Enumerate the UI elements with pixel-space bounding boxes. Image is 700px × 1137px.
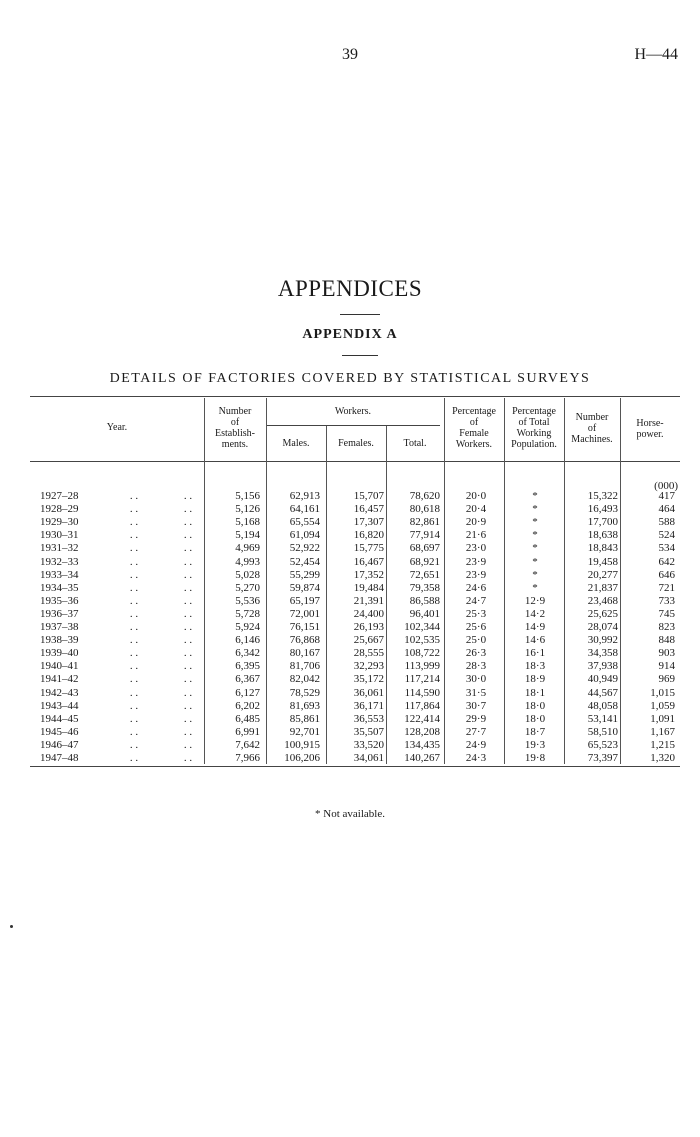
cell-horsepower: 721 [658, 581, 675, 594]
cell-pct-total: * [532, 529, 538, 542]
title-rule [340, 314, 380, 315]
cell-horsepower: 1,059 [650, 699, 675, 712]
cell-females: 16,820 [353, 529, 384, 542]
cell-males: 72,001 [289, 607, 320, 620]
table-row [30, 621, 680, 634]
cell-females: 15,775 [353, 542, 384, 555]
cell-machines: 73,397 [587, 752, 618, 764]
cell-machines: 19,458 [587, 555, 618, 568]
cell-total: 128,208 [404, 725, 440, 738]
cell-est: 5,924 [235, 621, 260, 633]
leader-dots: . . [129, 634, 139, 647]
cell-horsepower: 1,015 [650, 686, 675, 699]
cell-total: 68,697 [409, 542, 440, 555]
cell-total: 72,651 [409, 568, 440, 581]
leader-dots: . . [183, 542, 193, 555]
header-line: Percentage [452, 406, 496, 417]
cell-pct-female: 25·0 [465, 634, 487, 647]
cell-males: 52,922 [289, 542, 320, 555]
header-line: ments. [221, 439, 249, 450]
table-row [30, 687, 680, 700]
leader-dots: . . [183, 634, 193, 647]
cell-est: 6,395 [235, 660, 260, 673]
cell-est: 5,168 [235, 516, 260, 529]
cell-year: 1943–44 [40, 699, 79, 712]
cell-total: 122,414 [404, 712, 440, 725]
cell-est: 7,966 [235, 752, 260, 764]
leader-dots: . . [183, 594, 193, 607]
table-row [30, 673, 680, 686]
workers-rule [266, 425, 440, 426]
cell-pct-female: 31·5 [465, 686, 487, 699]
page-header [0, 46, 700, 66]
cell-machines: 17,700 [587, 516, 618, 529]
table-row [30, 608, 680, 621]
cell-est: 5,270 [235, 581, 260, 594]
header-horsepower [620, 418, 680, 440]
cell-total: 82,861 [409, 516, 440, 529]
cell-year: 1946–47 [40, 738, 79, 751]
cell-est: 6,202 [235, 699, 260, 712]
leader-dots: . . [129, 516, 139, 529]
table-bottom-rule [30, 766, 680, 767]
appendix-subtitle: APPENDIX A [302, 327, 398, 342]
header-females: Females. [338, 438, 374, 449]
cell-year: 1941–42 [40, 673, 79, 686]
cell-year: 1937–38 [40, 621, 79, 633]
cell-females: 17,352 [353, 568, 384, 581]
cell-horsepower: 524 [658, 529, 675, 542]
leader-dots: . . [129, 712, 139, 725]
header-establishments [206, 406, 264, 450]
leader-dots: . . [183, 725, 193, 738]
factories-table [30, 396, 680, 776]
cell-est: 6,127 [235, 686, 260, 699]
cell-pct-total: * [532, 542, 538, 555]
cell-est: 5,536 [235, 594, 260, 607]
header-machines [564, 412, 620, 445]
cell-horsepower: 848 [658, 634, 675, 647]
cell-females: 32,293 [353, 660, 384, 673]
leader-dots: . . [129, 503, 139, 516]
header-line: Working [516, 428, 552, 439]
cell-pct-female: 30·7 [465, 699, 487, 712]
leader-dots: . . [183, 607, 193, 620]
header-line: of [587, 423, 597, 434]
cell-total: 102,535 [404, 634, 440, 647]
cell-females: 16,467 [353, 555, 384, 568]
cell-pct-total: * [532, 516, 538, 529]
cell-year: 1945–46 [40, 725, 79, 738]
cell-males: 64,161 [289, 503, 320, 516]
cell-machines: 40,949 [587, 673, 618, 686]
cell-horsepower: 914 [658, 660, 675, 673]
leader-dots: . . [183, 752, 193, 764]
cell-est: 5,728 [235, 607, 260, 620]
table-row [30, 516, 680, 529]
leader-dots: . . [183, 568, 193, 581]
cell-pct-female: 29·9 [465, 712, 487, 725]
cell-males: 62,913 [289, 490, 320, 502]
cell-horsepower: 642 [658, 555, 675, 568]
cell-pct-total: 16·1 [524, 647, 546, 660]
table-row [30, 556, 680, 569]
leader-dots: . . [129, 581, 139, 594]
cell-pct-female: 24·6 [465, 581, 487, 594]
cell-pct-total: 12·9 [524, 594, 546, 607]
header-males: Males. [282, 438, 310, 449]
page-number: 39 [342, 46, 358, 63]
cell-year: 1938–39 [40, 634, 79, 647]
leader-dots: . . [183, 673, 193, 686]
leader-dots: . . [129, 490, 139, 502]
cell-females: 35,507 [353, 725, 384, 738]
table-row [30, 713, 680, 726]
cell-pct-female: 25·3 [465, 607, 487, 620]
cell-year: 1929–30 [40, 516, 79, 529]
cell-machines: 23,468 [587, 594, 618, 607]
cell-pct-total: * [532, 568, 538, 581]
cell-est: 6,485 [235, 712, 260, 725]
leader-dots: . . [183, 555, 193, 568]
cell-pct-female: 21·6 [465, 529, 487, 542]
leader-dots: . . [129, 673, 139, 686]
cell-machines: 37,938 [587, 660, 618, 673]
cell-females: 26,193 [353, 621, 384, 633]
header-line: Workers. [455, 439, 493, 450]
cell-machines: 20,277 [587, 568, 618, 581]
cell-pct-total: 14·6 [524, 634, 546, 647]
cell-females: 21,391 [353, 594, 384, 607]
leader-dots: . . [183, 503, 193, 516]
cell-year: 1944–45 [40, 712, 79, 725]
cell-machines: 58,510 [587, 725, 618, 738]
table-row [30, 529, 680, 542]
cell-est: 4,969 [235, 542, 260, 555]
cell-males: 59,874 [289, 581, 320, 594]
table-row [30, 752, 680, 765]
leader-dots: . . [129, 542, 139, 555]
cell-machines: 25,625 [587, 607, 618, 620]
cell-pct-female: 23·0 [465, 542, 487, 555]
cell-females: 33,520 [353, 738, 384, 751]
header-line: Population. [511, 439, 557, 450]
cell-pct-female: 28·3 [465, 660, 487, 673]
cell-horsepower: 417 [658, 490, 675, 502]
cell-horsepower: 733 [658, 594, 675, 607]
table-row [30, 542, 680, 555]
cell-year: 1940–41 [40, 660, 79, 673]
cell-horsepower: 1,167 [650, 725, 675, 738]
table-row [30, 739, 680, 752]
cell-total: 77,914 [409, 529, 440, 542]
cell-females: 16,457 [353, 503, 384, 516]
cell-females: 36,171 [353, 699, 384, 712]
cell-females: 36,061 [353, 686, 384, 699]
cell-total: 79,358 [409, 581, 440, 594]
header-line: Percentage [512, 406, 556, 417]
cell-horsepower: 534 [658, 542, 675, 555]
header-line: of Total [518, 417, 550, 428]
cell-pct-total: 18·9 [524, 673, 546, 686]
table-row [30, 660, 680, 673]
cell-machines: 16,493 [587, 503, 618, 516]
header-line: Horse- [636, 418, 664, 429]
cell-total: 96,401 [409, 607, 440, 620]
cell-pct-female: 25·6 [465, 621, 487, 633]
table-top-rule [30, 396, 680, 397]
cell-pct-total: 18·0 [524, 699, 546, 712]
cell-est: 5,156 [235, 490, 260, 502]
table-row [30, 726, 680, 739]
leader-dots: . . [129, 725, 139, 738]
cell-pct-female: 24·3 [465, 752, 487, 764]
cell-total: 78,620 [409, 490, 440, 502]
cell-horsepower: 823 [658, 621, 675, 633]
leader-dots: . . [183, 581, 193, 594]
cell-year: 1934–35 [40, 581, 79, 594]
cell-total: 140,267 [404, 752, 440, 764]
cell-machines: 18,638 [587, 529, 618, 542]
table-row [30, 490, 680, 503]
leader-dots: . . [129, 647, 139, 660]
stray-mark [10, 925, 13, 928]
cell-est: 4,993 [235, 555, 260, 568]
header-line: power. [636, 429, 664, 440]
cell-year: 1930–31 [40, 529, 79, 542]
header-total: Total. [403, 438, 427, 449]
leader-dots: . . [129, 568, 139, 581]
cell-males: 78,529 [289, 686, 320, 699]
cell-males: 65,554 [289, 516, 320, 529]
cell-males: 76,151 [289, 621, 320, 633]
table-title: DETAILS OF FACTORIES COVERED BY STATISTICAL SURVEYS [109, 371, 591, 386]
cell-males: 52,454 [289, 555, 320, 568]
cell-machines: 44,567 [587, 686, 618, 699]
cell-males: 82,042 [289, 673, 320, 686]
cell-pct-total: * [532, 555, 538, 568]
cell-males: 81,693 [289, 699, 320, 712]
cell-horsepower: 1,091 [650, 712, 675, 725]
cell-total: 86,588 [409, 594, 440, 607]
cell-year: 1931–32 [40, 542, 79, 555]
leader-dots: . . [129, 686, 139, 699]
cell-females: 24,400 [353, 607, 384, 620]
cell-pct-total: * [532, 490, 538, 502]
cell-pct-female: 20·9 [465, 516, 487, 529]
cell-males: 55,299 [289, 568, 320, 581]
cell-machines: 28,074 [587, 621, 618, 633]
cell-pct-total: 18·7 [524, 725, 546, 738]
cell-males: 81,706 [289, 660, 320, 673]
subtitle-rule [342, 355, 378, 356]
cell-total: 102,344 [404, 621, 440, 633]
cell-total: 114,590 [404, 686, 440, 699]
cell-machines: 34,358 [587, 647, 618, 660]
cell-females: 36,553 [353, 712, 384, 725]
cell-machines: 65,523 [587, 738, 618, 751]
cell-year: 1933–34 [40, 568, 79, 581]
cell-pct-total: 14·2 [524, 607, 546, 620]
cell-total: 117,214 [404, 673, 440, 686]
leader-dots: . . [183, 738, 193, 751]
cell-males: 92,701 [289, 725, 320, 738]
cell-pct-total: * [532, 581, 538, 594]
cell-horsepower: 745 [658, 607, 675, 620]
header-line: Number [575, 412, 609, 423]
cell-year: 1947–48 [40, 752, 79, 764]
cell-est: 6,991 [235, 725, 260, 738]
leader-dots: . . [129, 699, 139, 712]
leader-dots: . . [183, 699, 193, 712]
cell-est: 6,146 [235, 634, 260, 647]
header-line: Establish- [215, 428, 255, 439]
leader-dots: . . [183, 660, 193, 673]
cell-est: 7,642 [235, 738, 260, 751]
cell-pct-female: 23·9 [465, 555, 487, 568]
cell-pct-female: 20·0 [465, 490, 487, 502]
cell-males: 61,094 [289, 529, 320, 542]
cell-year: 1935–36 [40, 594, 79, 607]
cell-total: 80,618 [409, 503, 440, 516]
leader-dots: . . [129, 621, 139, 633]
cell-pct-female: 26·3 [465, 647, 487, 660]
cell-pct-total: 19·3 [524, 738, 546, 751]
header-line: Machines. [571, 434, 613, 445]
cell-pct-female: 24·7 [465, 594, 487, 607]
header-pct-female [444, 406, 504, 450]
cell-horsepower: 646 [658, 568, 675, 581]
cell-pct-total: 19·8 [524, 752, 546, 764]
cell-machines: 18,843 [587, 542, 618, 555]
cell-females: 15,707 [353, 490, 384, 502]
page-title: APPENDICES [277, 276, 423, 301]
cell-year: 1939–40 [40, 647, 79, 660]
leader-dots: . . [129, 738, 139, 751]
leader-dots: . . [129, 555, 139, 568]
cell-pct-total: 18·0 [524, 712, 546, 725]
cell-year: 1927–28 [40, 490, 79, 502]
table-row [30, 503, 680, 516]
cell-est: 6,342 [235, 647, 260, 660]
cell-horsepower: 969 [658, 673, 675, 686]
cell-females: 34,061 [353, 752, 384, 764]
cell-horsepower: 1,215 [650, 738, 675, 751]
cell-total: 113,999 [404, 660, 440, 673]
cell-males: 85,861 [289, 712, 320, 725]
cell-machines: 21,837 [587, 581, 618, 594]
cell-females: 35,172 [353, 673, 384, 686]
cell-females: 28,555 [353, 647, 384, 660]
cell-est: 5,126 [235, 503, 260, 516]
cell-pct-female: 27·7 [465, 725, 487, 738]
cell-males: 106,206 [284, 752, 320, 764]
leader-dots: . . [129, 529, 139, 542]
leader-dots: . . [129, 607, 139, 620]
cell-females: 19,484 [353, 581, 384, 594]
footnote: * Not available. [315, 808, 385, 820]
table-row [30, 634, 680, 647]
header-pct-total [504, 406, 564, 450]
cell-machines: 15,322 [587, 490, 618, 502]
cell-horsepower: 464 [658, 503, 675, 516]
cell-pct-total: 14·9 [524, 621, 546, 633]
leader-dots: . . [129, 660, 139, 673]
cell-pct-total: 18·3 [524, 660, 546, 673]
cell-year: 1942–43 [40, 686, 79, 699]
table-row [30, 647, 680, 660]
cell-males: 65,197 [289, 594, 320, 607]
cell-total: 134,435 [404, 738, 440, 751]
leader-dots: . . [183, 529, 193, 542]
cell-year: 1932–33 [40, 555, 79, 568]
cell-males: 76,868 [289, 634, 320, 647]
cell-total: 108,722 [404, 647, 440, 660]
leader-dots: . . [129, 594, 139, 607]
table-row [30, 582, 680, 595]
cell-machines: 30,992 [587, 634, 618, 647]
cell-year: 1936–37 [40, 607, 79, 620]
cell-horsepower: 1,320 [650, 752, 675, 764]
document-code: H—44 [634, 46, 678, 63]
cell-machines: 53,141 [587, 712, 618, 725]
cell-pct-female: 23·9 [465, 568, 487, 581]
header-bottom-rule [30, 461, 680, 462]
table-row [30, 700, 680, 713]
cell-total: 117,864 [404, 699, 440, 712]
cell-total: 68,921 [409, 555, 440, 568]
horsepower-units: (000) [654, 480, 678, 492]
cell-males: 100,915 [284, 738, 320, 751]
leader-dots: . . [183, 647, 193, 660]
cell-females: 17,307 [353, 516, 384, 529]
header-line: of [230, 417, 240, 428]
cell-horsepower: 903 [658, 647, 675, 660]
cell-est: 5,028 [235, 568, 260, 581]
header-line: Female [459, 428, 489, 439]
leader-dots: . . [183, 516, 193, 529]
cell-males: 80,167 [289, 647, 320, 660]
header-line: of [469, 417, 479, 428]
cell-pct-female: 20·4 [465, 503, 487, 516]
cell-year: 1928–29 [40, 503, 79, 516]
cell-horsepower: 588 [658, 516, 675, 529]
cell-pct-female: 30·0 [465, 673, 487, 686]
header-workers: Workers. [334, 406, 372, 417]
cell-machines: 48,058 [587, 699, 618, 712]
cell-pct-female: 24·9 [465, 738, 487, 751]
header-year: Year. [106, 422, 128, 433]
cell-pct-total: 18·1 [524, 686, 546, 699]
leader-dots: . . [183, 490, 193, 502]
leader-dots: . . [183, 686, 193, 699]
leader-dots: . . [129, 752, 139, 764]
leader-dots: . . [183, 712, 193, 725]
cell-est: 5,194 [235, 529, 260, 542]
table-row [30, 595, 680, 608]
cell-pct-total: * [532, 503, 538, 516]
header-line: Number [218, 406, 252, 417]
cell-est: 6,367 [235, 673, 260, 686]
cell-females: 25,667 [353, 634, 384, 647]
table-row [30, 569, 680, 582]
leader-dots: . . [183, 621, 193, 633]
